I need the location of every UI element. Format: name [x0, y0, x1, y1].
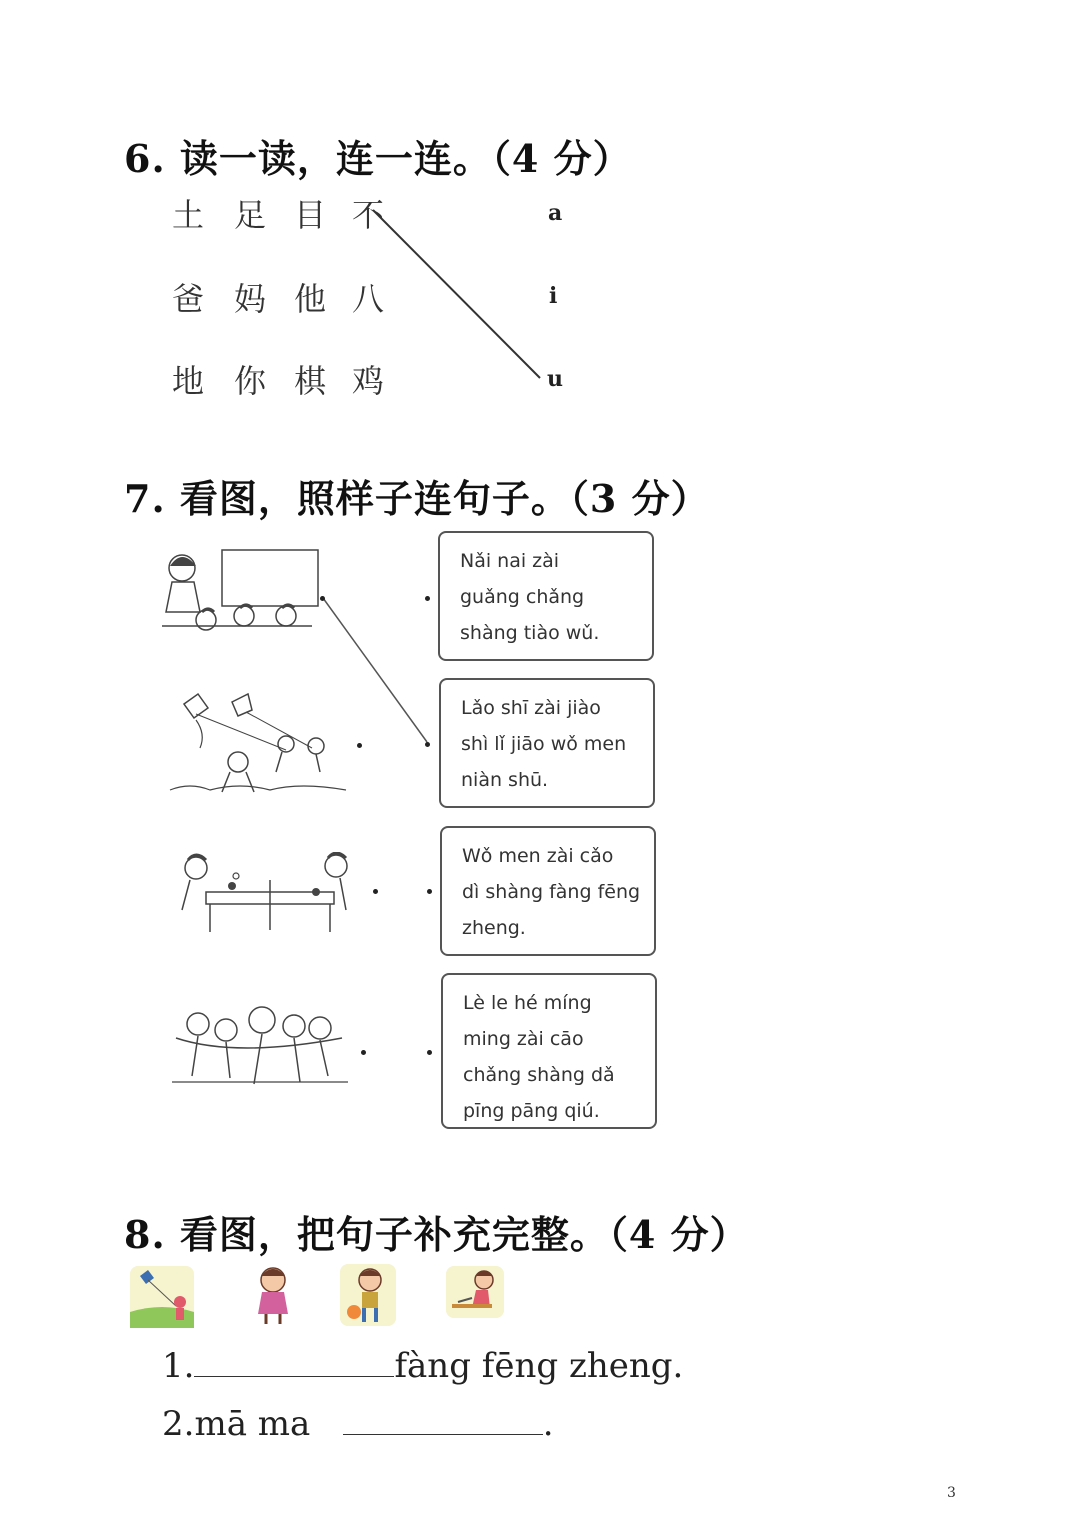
- teacher-teaching-icon: [162, 546, 322, 646]
- q6-char: 你: [234, 362, 267, 400]
- girl-kite-icon: [130, 1266, 194, 1328]
- page-number: 3: [947, 1485, 956, 1501]
- card-line: guǎng chǎng: [460, 586, 585, 608]
- card-line: dì shàng fàng fēng: [462, 881, 641, 903]
- q8-line-1: [162, 1346, 683, 1386]
- q6-char: 地: [172, 362, 205, 400]
- q6-letter-u: u: [547, 366, 563, 392]
- card-line: Lǎo shī zài jiào: [461, 697, 601, 719]
- q7-sentence-card: [438, 531, 654, 661]
- q7-card-dot[interactable]: [427, 1050, 432, 1055]
- q6-char: 棋: [294, 362, 327, 400]
- q7-pic-dot[interactable]: [373, 889, 378, 894]
- kite-flying-icon: [166, 690, 356, 802]
- ping-pong-icon: [170, 852, 370, 936]
- card-line: zheng.: [462, 917, 526, 939]
- card-line: shì lǐ jiāo wǒ men: [461, 733, 627, 755]
- q8-title: 8. 看图，把句子补充完整。（4 分）: [124, 1212, 749, 1257]
- q8-line-1-text: fàng fēng zheng.: [394, 1346, 684, 1386]
- q6-example-line: [373, 210, 540, 378]
- q7-pic-dot[interactable]: [320, 596, 325, 601]
- q6-char: 妈: [234, 280, 267, 318]
- children-dancing-icon: [170, 1002, 350, 1098]
- q7-pic-dot[interactable]: [357, 743, 362, 748]
- boy-ball-icon: [340, 1264, 396, 1326]
- q6-char: 八: [352, 280, 385, 318]
- q6-letter-a: a: [548, 200, 563, 226]
- q7-card-dot[interactable]: [427, 889, 432, 894]
- q8-line-2-number: 2.: [162, 1404, 195, 1444]
- q7-pic-dot[interactable]: [361, 1050, 366, 1055]
- q7-title: 7. 看图，照样子连句子。（3 分）: [124, 476, 710, 521]
- q6-char: 土: [172, 196, 205, 234]
- q7-sentence-card: [440, 826, 656, 956]
- q8-line-2-text: mā ma: [194, 1404, 311, 1444]
- q8-blank-2[interactable]: [343, 1404, 543, 1435]
- q7-card-dot[interactable]: [425, 596, 430, 601]
- mother-writing-icon: [446, 1266, 504, 1318]
- q8-blank-1[interactable]: [194, 1346, 394, 1377]
- card-line: Nǎi nai zài: [460, 550, 560, 572]
- q8-line-2-end: .: [542, 1404, 554, 1444]
- girl-icon: [248, 1264, 298, 1326]
- q6-letter-i: i: [549, 283, 558, 309]
- q6-char: 爸: [172, 280, 205, 318]
- q6-char: 不: [352, 196, 385, 234]
- card-line: niàn shū.: [461, 769, 549, 791]
- card-line: pīng pāng qiú.: [463, 1100, 600, 1122]
- q6-char: 他: [294, 280, 327, 318]
- q8-line-1-number: 1.: [162, 1346, 195, 1386]
- q7-sentence-card: [441, 973, 657, 1129]
- q6-char: 鸡: [352, 362, 385, 400]
- q6-title: 6. 读一读，连一连。（4 分）: [124, 136, 632, 181]
- card-line: chǎng shàng dǎ: [463, 1064, 615, 1086]
- q7-card-dot[interactable]: [425, 742, 430, 747]
- card-line: Wǒ men zài cǎo: [462, 845, 614, 867]
- card-line: ming zài cāo: [463, 1028, 584, 1050]
- q7-sentence-card: [439, 678, 655, 808]
- card-line: Lè le hé míng: [463, 992, 592, 1014]
- q6-char: 足: [234, 196, 267, 234]
- card-line: shàng tiào wǔ.: [460, 622, 600, 644]
- q6-char: 目: [294, 196, 327, 234]
- q8-line-2: [162, 1404, 554, 1444]
